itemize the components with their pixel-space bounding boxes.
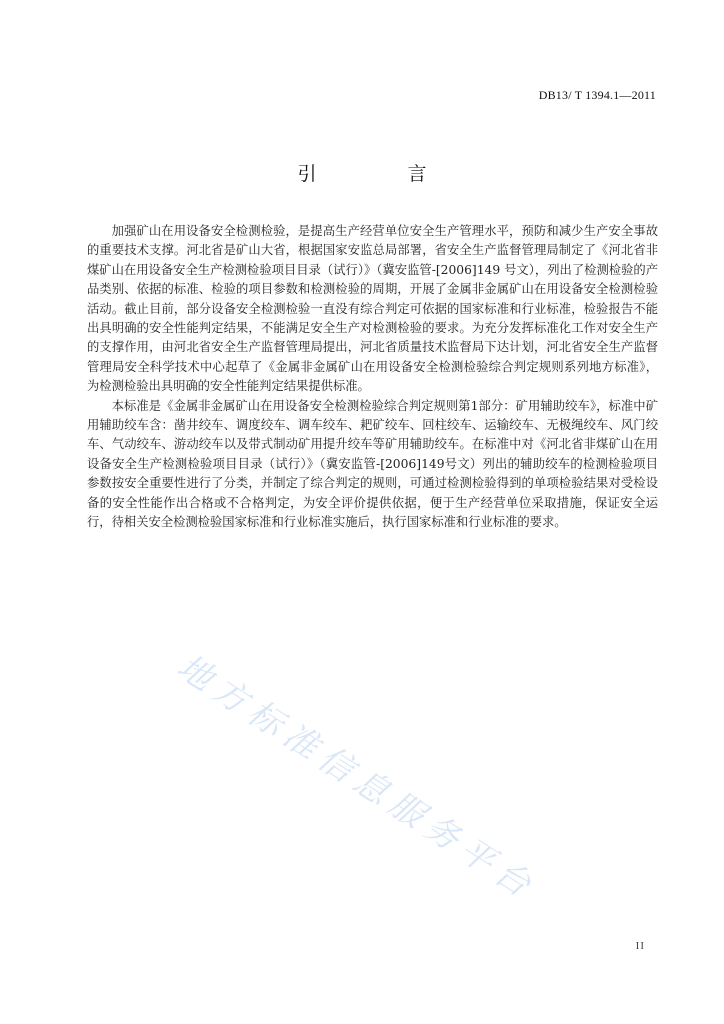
paragraph-intro: 加强矿山在用设备安全检测检验，是提高生产经营单位安全生产管理水平，预防和减少生产安全事故的重要技术支撑。河北省是矿山大省，根据国家安监总局部署，省安全生产监督管理局制定了《河北省非煤矿山在用设备安全生产检测检验项目目录（试行）》（冀安监管-[2006]149 号文），列出了检测检验的产品类别、依据的标准、检验的项目参数和检测检验的周期，开展了金属非金属矿山在用设备安全检测检验活动。截止目前，部分设备安全检测检验一直没有综合判定可依据的国家标准和行业标准，检验报告不能出具明确的安全性能判定结果，不能满足安全生产对检测检验的要求。为充分发挥标准化工作对安全生产的支撑作用，由河北省安全生产监督管理局提出，河北省质量技术监督局下达计划，河北省安全生产监督管理局安全科学技术中心起草了《金属非金属矿山在用设备安全检测检验综合判定规则系列地方标准》，为检测检验出具明确的安全性能判定结果提供标准。 [87,224,658,394]
page-title: 引 言 [297,163,463,185]
document-code: DB13/ T 1394.1—2011 [538,88,656,102]
paragraph-scope: 本标准是《金属非金属矿山在用设备安全检测检验综合判定规则第1部分：矿用辅助绞车》，标准中矿用辅助绞车含：凿井绞车、调度绞车、调车绞车、耙矿绞车、回柱绞车、运输绞车、无极绳绞车、风门绞车、气动绞车、游动绞车以及带式制动矿用提升绞车等矿用辅助绞车。在标准中对《河北省非煤矿山在用设备安全生产检测检验项目目录（试行）》（冀安监管-[2006]149号文）列出的辅助绞车的检测检验项目参数按安全重要性进行了分类，并制定了综合判定的规则，可通过检测检验得到的单项检验结果对受检设备的安全性能作出合格或不合格判定，为安全评价提供依据，便于生产经营单位采取措施，保证安全运行，待相关安全检测检验国家标准和行业标准实施后，执行国家标准和行业标准的要求。 [87,398,658,530]
watermark-text: 地方标准信息服务平台 [169,646,544,910]
document-body [87,222,658,533]
page-number: II [635,940,645,952]
